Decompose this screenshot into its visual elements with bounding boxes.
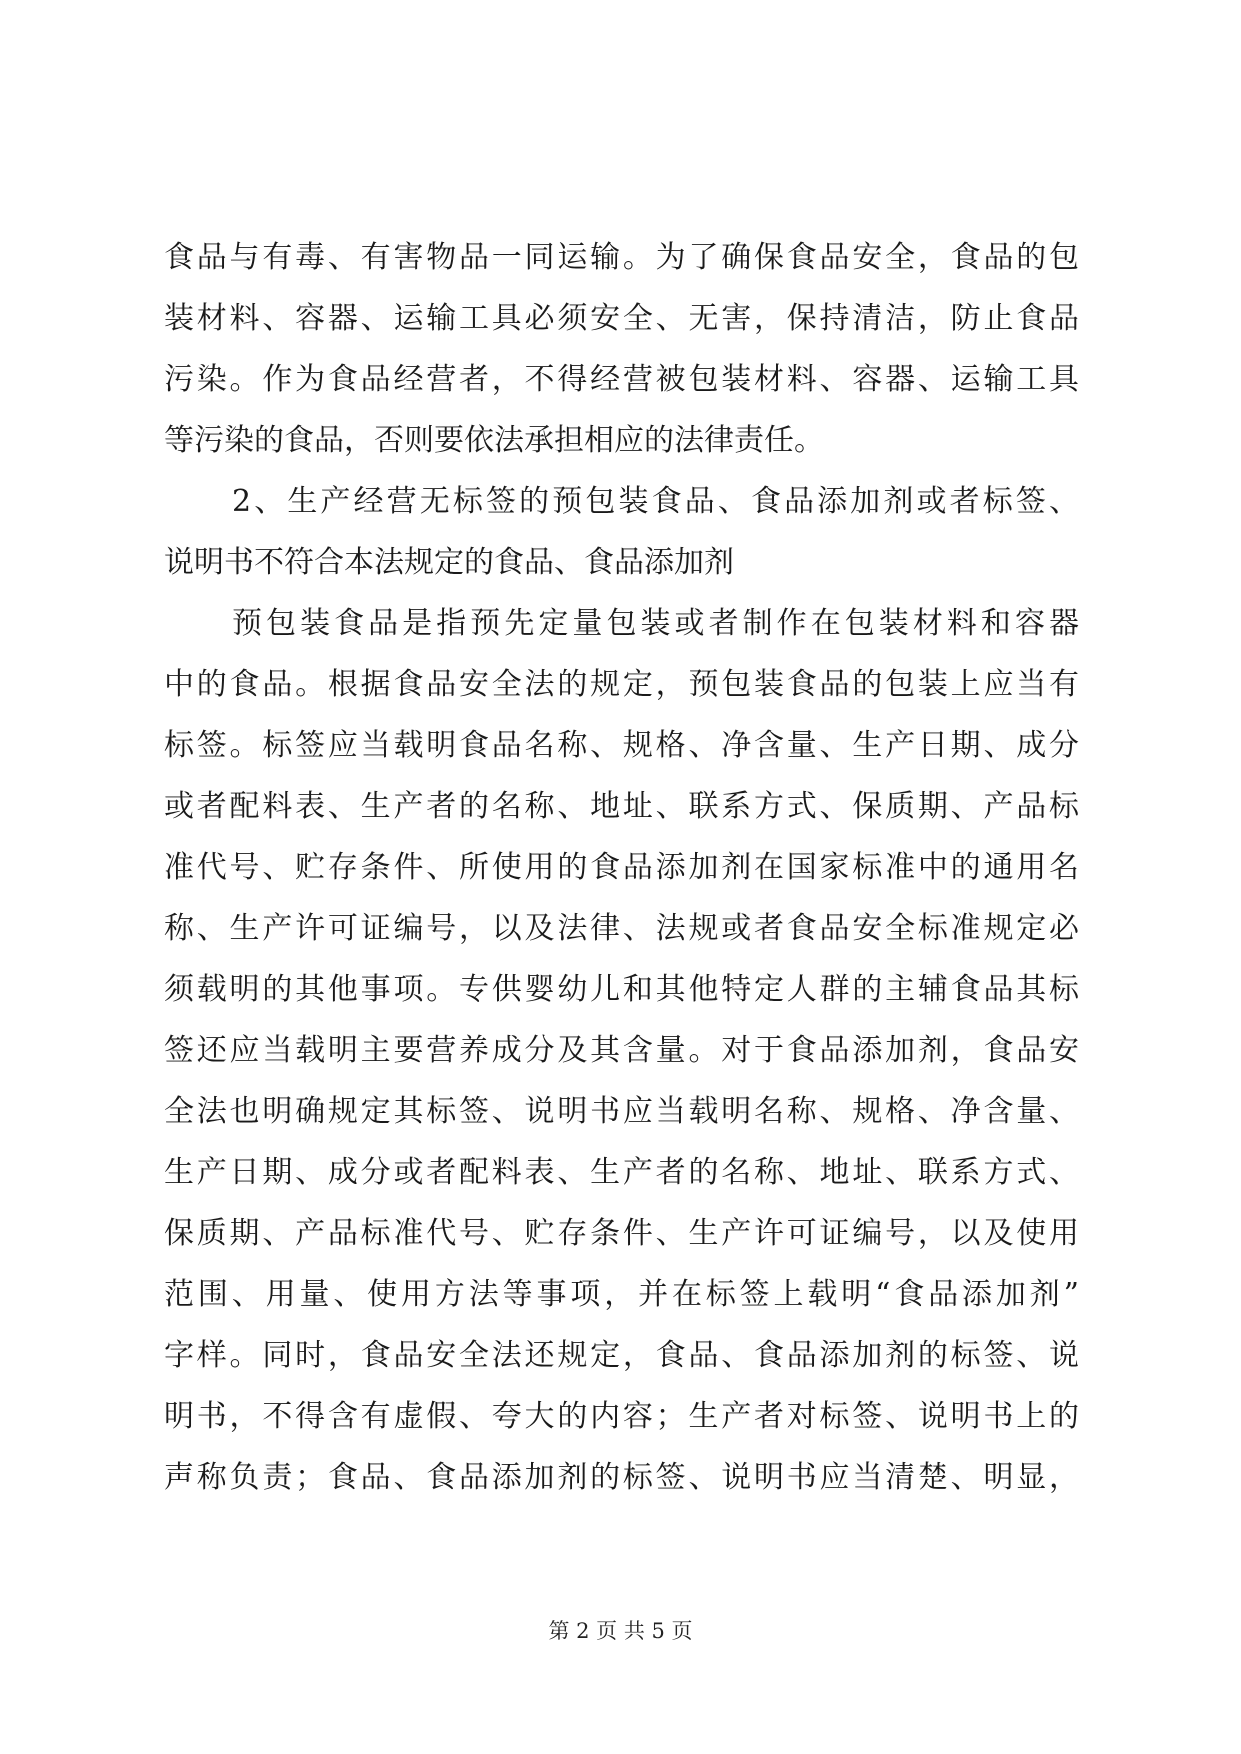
- text-line: 保质期、产品标准代号、贮存条件、生产许可证编号，以及使用: [164, 1216, 1079, 1251]
- text-line: 须载明的其他事项。专供婴幼儿和其他特定人群的主辅食品其标: [164, 972, 1079, 1007]
- text-line: 范围、用量、使用方法等事项，并在标签上载明“食品添加剂”: [164, 1277, 1079, 1312]
- text-line: 食品与有毒、有害物品一同运输。为了确保食品安全，食品的包: [164, 240, 1079, 275]
- section-heading-line: 说明书不符合本法规定的食品、食品添加剂: [164, 545, 734, 580]
- text-line: 中的食品。根据食品安全法的规定，预包装食品的包装上应当有: [164, 667, 1079, 702]
- text-line: 明书，不得含有虚假、夸大的内容；生产者对标签、说明书上的: [164, 1399, 1079, 1434]
- page-number: 第 2 页 共 5 页: [548, 1619, 693, 1643]
- text-line: 污染。作为食品经营者，不得经营被包装材料、容器、运输工具: [164, 362, 1079, 397]
- text-line: 预包装食品是指预先定量包装或者制作在包装材料和容器: [232, 606, 1079, 641]
- text-line: 声称负责；食品、食品添加剂的标签、说明书应当清楚、明显，: [164, 1460, 1079, 1495]
- text-line: 生产日期、成分或者配料表、生产者的名称、地址、联系方式、: [164, 1155, 1079, 1190]
- text-line: 准代号、贮存条件、所使用的食品添加剂在国家标准中的通用名: [164, 850, 1079, 885]
- text-line: 等污染的食品，否则要依法承担相应的法律责任。: [164, 423, 824, 458]
- text-line: 标签。标签应当载明食品名称、规格、净含量、生产日期、成分: [164, 728, 1079, 763]
- document-body: [164, 227, 1079, 1508]
- section-heading-line: 2、生产经营无标签的预包装食品、食品添加剂或者标签、: [232, 484, 1079, 519]
- text-line: 或者配料表、生产者的名称、地址、联系方式、保质期、产品标: [164, 789, 1079, 824]
- text-line: 字样。同时，食品安全法还规定，食品、食品添加剂的标签、说: [164, 1338, 1079, 1373]
- text-line: 称、生产许可证编号，以及法律、法规或者食品安全标准规定必: [164, 911, 1079, 946]
- text-line: 装材料、容器、运输工具必须安全、无害，保持清洁，防止食品: [164, 301, 1079, 336]
- text-line: 签还应当载明主要营养成分及其含量。对于食品添加剂，食品安: [164, 1033, 1079, 1068]
- page-footer: [0, 1615, 1241, 1645]
- text-line: 全法也明确规定其标签、说明书应当载明名称、规格、净含量、: [164, 1094, 1079, 1129]
